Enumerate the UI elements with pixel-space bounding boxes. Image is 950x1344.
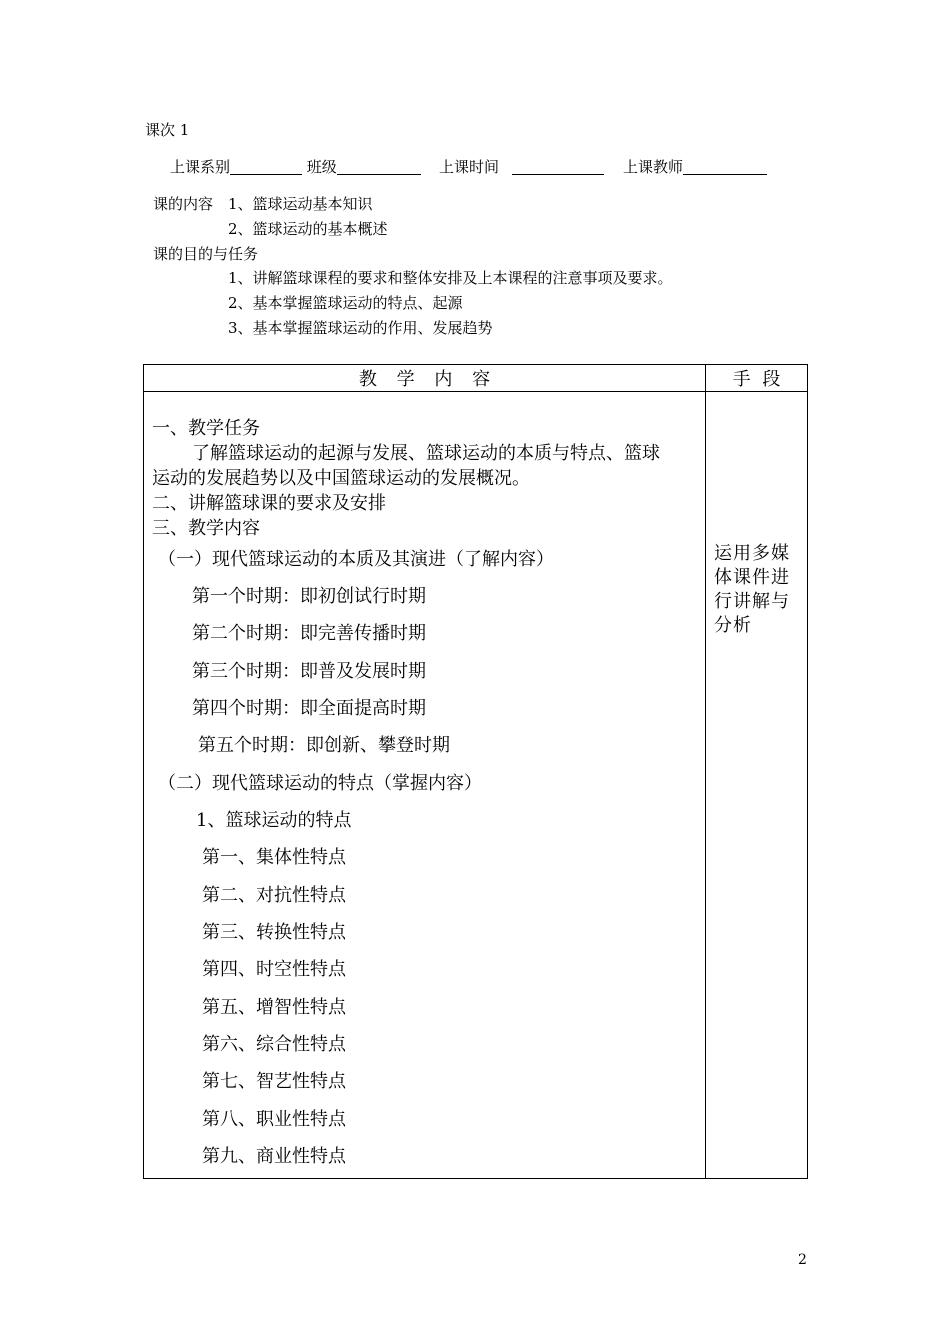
feature-item: 第二、对抗性特点 — [202, 885, 346, 906]
task-text-line-1: 了解篮球运动的起源与发展、篮球运动的本质与特点、篮球 — [192, 443, 660, 464]
lesson-number: 课次 1 — [145, 121, 190, 139]
period-item: 第五个时期：即创新、攀登时期 — [198, 735, 450, 756]
info-fields-row-2 — [439, 157, 604, 177]
period-item: 第二个时期：即完善传播时期 — [192, 623, 426, 644]
lesson-table — [143, 364, 808, 1179]
teacher-label: 上课教师 — [623, 158, 684, 176]
task-text-line-2: 运动的发展趋势以及中国篮球运动的发展概况。 — [152, 468, 530, 489]
feature-item: 第五、增智性特点 — [202, 997, 346, 1018]
subsection-essence-heading: （一）现代篮球运动的本质及其演进（了解内容） — [158, 549, 554, 570]
method-text: 运用多媒体课件进行讲解与分析 — [714, 543, 790, 636]
content-item-1: 1、篮球运动基本知识 — [228, 195, 373, 213]
class-label: 班级 — [306, 158, 337, 176]
content-column-header — [144, 365, 706, 392]
period-item: 第一个时期：即初创试行时期 — [192, 586, 426, 607]
info-fields-row-3 — [623, 157, 767, 177]
class-field[interactable] — [337, 158, 421, 175]
period-item: 第四个时期：即全面提高时期 — [192, 698, 426, 719]
page-number: 2 — [798, 1252, 807, 1268]
method-column-header — [706, 365, 808, 392]
time-label: 上课时间 — [439, 158, 500, 176]
feature-item: 第六、综合性特点 — [202, 1034, 346, 1055]
feature-item: 第一、集体性特点 — [202, 847, 346, 868]
goal-item-1: 1、讲解篮球课程的要求和整体安排及上本课程的注意事项及要求。 — [228, 269, 673, 287]
feature-item: 第四、时空性特点 — [202, 959, 346, 980]
section-task-heading: 一、教学任务 — [152, 418, 260, 439]
method-column-title: 手 段 — [732, 369, 781, 390]
section-content-heading: 三、教学内容 — [152, 518, 260, 539]
section-requirements-heading: 二、讲解篮球课的要求及安排 — [152, 493, 386, 514]
department-field[interactable] — [230, 158, 302, 175]
goals-label: 课的目的与任务 — [153, 245, 259, 263]
department-label: 上课系别 — [170, 158, 231, 176]
feature-item: 第八、职业性特点 — [202, 1109, 346, 1130]
content-column-title: 教 学 内 容 — [358, 369, 491, 390]
teacher-field[interactable] — [683, 158, 767, 175]
features-title: 1、篮球运动的特点 — [196, 810, 352, 831]
info-fields-row — [170, 157, 421, 177]
teaching-content-cell — [144, 392, 706, 1179]
time-field[interactable] — [512, 158, 604, 175]
content-item-2: 2、篮球运动的基本概述 — [228, 220, 388, 238]
feature-item: 第七、智艺性特点 — [202, 1071, 346, 1092]
teaching-method-cell — [706, 392, 808, 1179]
feature-item: 第三、转换性特点 — [202, 922, 346, 943]
goal-item-2: 2、基本掌握篮球运动的特点、起源 — [228, 294, 463, 312]
goal-item-3: 3、基本掌握篮球运动的作用、发展趋势 — [228, 319, 493, 337]
feature-item: 第九、商业性特点 — [202, 1146, 346, 1167]
content-label: 课的内容 — [153, 195, 214, 213]
subsection-features-heading: （二）现代篮球运动的特点（掌握内容） — [158, 773, 482, 794]
period-item: 第三个时期：即普及发展时期 — [192, 661, 426, 682]
